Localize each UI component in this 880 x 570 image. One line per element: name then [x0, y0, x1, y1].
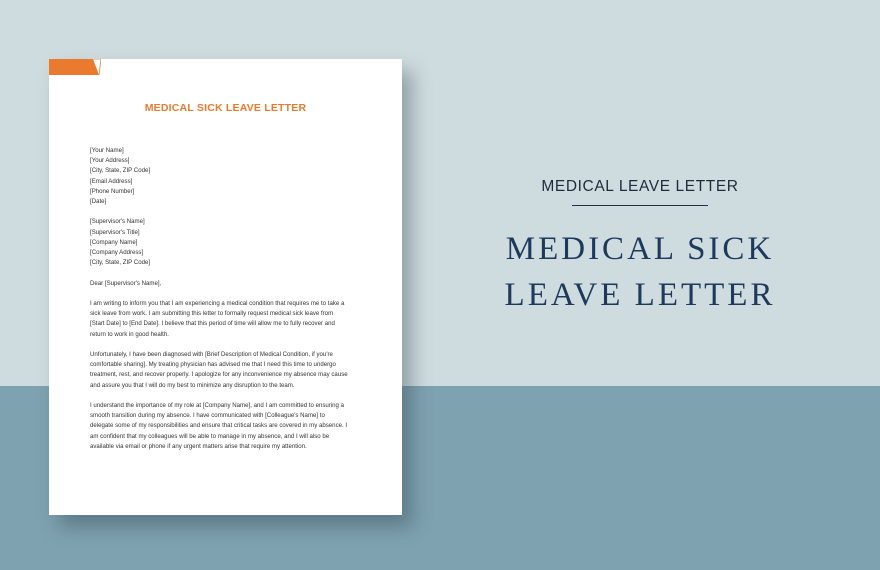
- recipient-line: [Company Name]: [90, 238, 138, 246]
- side-title-line: LEAVE LETTER: [504, 277, 776, 313]
- recipient-line: [Supervisor's Name]: [90, 218, 145, 226]
- paragraph-line: and assure you that I will do my best to minimize any disruption to the team.: [90, 381, 295, 389]
- paragraph-line: [Start Date] to [End Date]. I believe that this period of time will allow me to fully recover and: [90, 320, 335, 328]
- side-title: [500, 226, 780, 318]
- sender-line: [City, State, ZIP Code]: [90, 167, 151, 175]
- side-divider: [572, 205, 708, 206]
- recipient-line: [City, State, ZIP Code]: [90, 259, 151, 267]
- body-paragraph: [90, 350, 365, 391]
- sender-line: [Date]: [90, 198, 107, 206]
- salutation: [90, 279, 365, 289]
- paragraph-line: am confident that my colleagues will be able to manage in my absence, and I will also be: [90, 432, 330, 440]
- recipient-line: [Supervisor's Title]: [90, 228, 140, 236]
- body-paragraph: [90, 299, 365, 340]
- paragraph-line: I understand the importance of my role at [Company Name], and I am committed to ensuring a: [90, 402, 345, 409]
- side-title-line: MEDICAL SICK: [505, 231, 775, 267]
- sender-line: [Email Address]: [90, 177, 133, 185]
- paragraph-line: comfortable sharing]. My treating physician has advised me that I need this time to undergo: [90, 361, 336, 369]
- letter-body: [90, 146, 365, 462]
- paragraph-line: treatment, rest, and recover properly. I apologize for any inconvenience my absence may cause: [90, 371, 348, 379]
- body-paragraph: [90, 401, 365, 452]
- salutation-text: Dear [Supervisor's Name],: [90, 279, 162, 287]
- sender-address-block: [90, 146, 365, 207]
- orange-corner-accent: [49, 59, 101, 75]
- recipient-address-block: [90, 217, 365, 268]
- side-subtitle: MEDICAL LEAVE LETTER: [541, 178, 739, 195]
- letter-title: MEDICAL SICK LEAVE LETTER: [144, 102, 307, 114]
- paragraph-line: Unfortunately, I have been diagnosed with [Brief Description of Medical Condition, if you're: [90, 351, 333, 358]
- sender-line: [Your Name]: [90, 147, 124, 154]
- sender-line: [Phone Number]: [90, 187, 135, 195]
- paragraph-line: smooth transition during my absence. I have communicated with [Colleague's Name] to: [90, 412, 325, 420]
- recipient-line: [Company Address]: [90, 249, 144, 257]
- letter-page: [49, 59, 402, 515]
- paragraph-line: return to work in good health.: [90, 330, 169, 338]
- paragraph-line: I am writing to inform you that I am experiencing a medical condition that requires me to take a: [90, 300, 345, 307]
- paragraph-line: sick leave from work. I am submitting this letter to formally request medical sick leave from: [90, 310, 334, 318]
- sender-line: [Your Address]: [90, 157, 130, 165]
- paragraph-line: delegate some of my responsibilities and ensure that critical tasks are covered in my absence. I: [90, 422, 348, 430]
- paragraph-line: available via email or phone if any urgent matters arise that require my attention.: [90, 442, 307, 450]
